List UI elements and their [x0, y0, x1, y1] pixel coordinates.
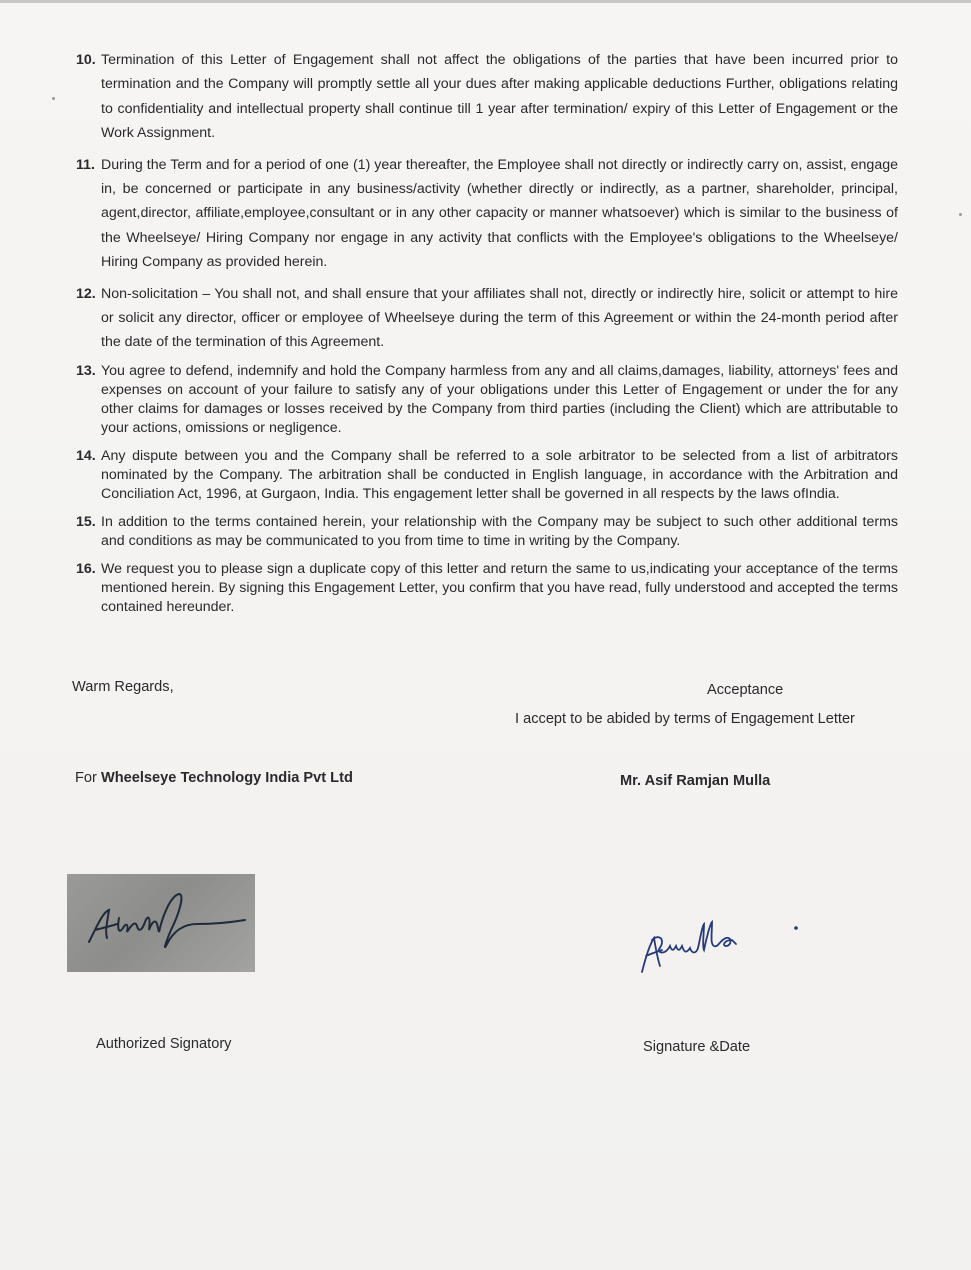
clause-number: 15.: [76, 513, 96, 530]
scan-speck: [959, 213, 962, 216]
clause-number: 11.: [76, 156, 95, 173]
company-signature-stamp: [67, 874, 255, 972]
clause-text: Termination of this Letter of Engagement shall not affect the obligations of the parties that have been incurred prior to termination and the Company will promptly settle all your dues after making applicable deductions Further, obligations relating to confidentiality and intellectual property shall continue till 1 year after termination/ expiry of this Letter of Engagement or the Work Assignment.: [101, 52, 898, 142]
clause-number: 14.: [76, 447, 96, 464]
authorized-signatory-label: Authorized Signatory: [96, 1036, 232, 1052]
company-signature-image: [67, 874, 255, 972]
acceptance-statement: I accept to be abided by terms of Engagement Letter: [515, 711, 855, 727]
terms-clause-list: [76, 48, 898, 626]
acceptance-heading: Acceptance: [707, 682, 784, 698]
clause-number: 16.: [76, 560, 96, 577]
clause-12: [76, 282, 898, 355]
clause-text: Any dispute between you and the Company shall be referred to a sole arbitrator to be selected from a list of arbitrators nominated by the Company. The arbitration shall be conducted in English language, in accordance with the Arbitration and Conciliation Act, 1996, at Gurgaon, India. This engagement letter shall be governed in all respects by the laws ofIndia.: [101, 447, 898, 502]
scan-speck: [52, 97, 55, 100]
signature-date-label: Signature &Date: [643, 1039, 751, 1055]
closing-salutation: Warm Regards,: [72, 679, 174, 695]
company-prefix: For: [75, 770, 97, 786]
clause-11: [76, 153, 898, 275]
clause-text: In addition to the terms contained herein, your relationship with the Company may be subject to such other additional terms and conditions as may be communicated to you from time to time in writing by the Company.: [101, 513, 898, 549]
clause-15: [76, 513, 898, 551]
clause-text: Non-solicitation – You shall not, and shall ensure that your affiliates shall not, directly or indirectly hire, solicit or attempt to hire or solicit any director, officer or employee of Wheelseye during the term of this Agreement or within the 24-month period after the date of the termination of this Agreement.: [101, 285, 898, 351]
clause-text: We request you to please sign a duplicate copy of this letter and return the same to us,indicating your acceptance of the terms mentioned herein. By signing this Engagement Letter, you confirm that you have read, fully understood and accepted the terms contained hereunder.: [101, 560, 898, 615]
page-top-edge: [0, 0, 971, 3]
employee-signature-image: [632, 910, 812, 980]
company-line: [75, 770, 353, 786]
clause-number: 12.: [76, 285, 96, 302]
clause-text: During the Term and for a period of one (1) year thereafter, the Employee shall not directly or indirectly carry on, assist, engage in, be concerned or participate in any business/activity (whether directly or indirectly, as a partner, shareholder, principal, agent,director, affiliate,employee,consultant or in any other capacity or manner whatsoever) which is similar to the business of the Wheelseye/ Hiring Company nor engage in any activity that conflicts with the Employee's obligations to the Wheelseye/ Hiring Company as provided herein.: [101, 156, 898, 271]
clause-text: You agree to defend, indemnify and hold the Company harmless from any and all claims,damages, liability, attorneys' fees and expenses on account of your failure to satisfy any of your obligations under this Letter of Engagement or under the for any other claims for damages or losses received by the Company from third parties (including the Client) which are attributable to your actions, omissions or negligence.: [101, 362, 898, 436]
clause-10: [76, 48, 898, 146]
clause-14: [76, 447, 898, 504]
employee-name: Mr. Asif Ramjan Mulla: [620, 773, 771, 789]
company-name: Wheelseye Technology India Pvt Ltd: [100, 770, 353, 786]
clause-number: 13.: [76, 362, 96, 379]
clause-number: 10.: [76, 52, 96, 68]
clause-16: [76, 560, 898, 617]
clause-13: [76, 362, 898, 438]
